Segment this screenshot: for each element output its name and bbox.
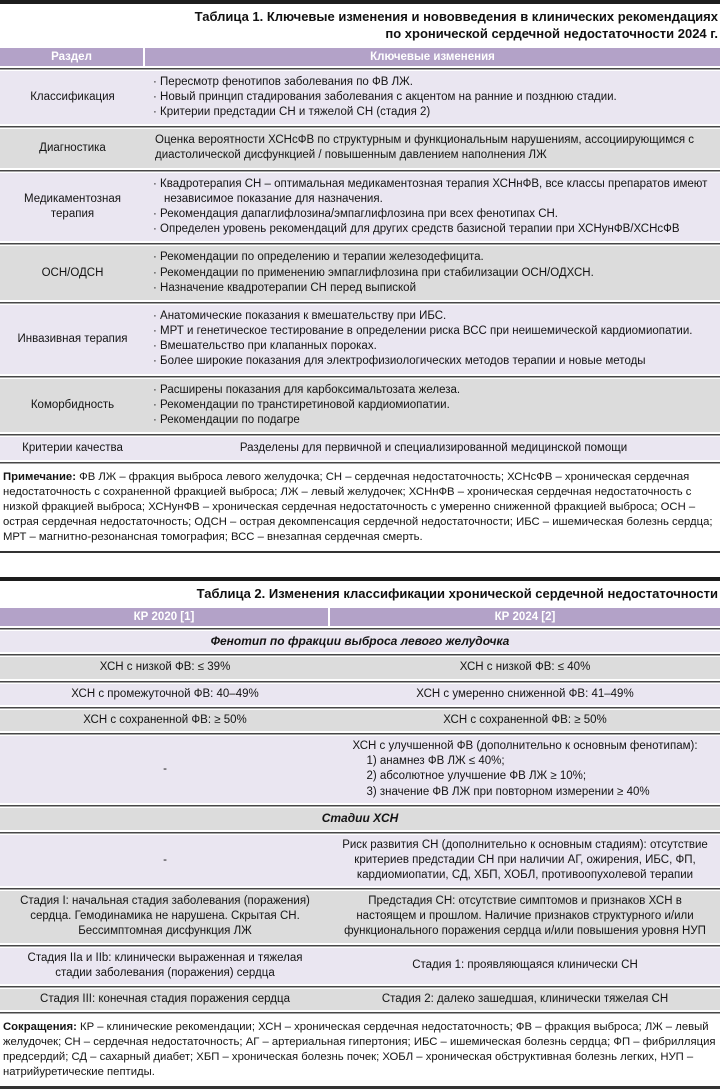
table1-title-line2: по хронической сердечной недостаточности 2024 г. (385, 25, 718, 41)
table2-subheader-stages (0, 808, 720, 830)
table1-title (0, 4, 720, 48)
table1-row-diagnostics (0, 129, 720, 167)
plain-text: Оценка вероятности ХСНсФВ по структурным и функциональным нарушениям, ассоциирующимся с диастолической дисфункцией / повышенным давлением наполнения ЛЖ (155, 134, 695, 162)
kr2020-cell: - (163, 853, 167, 866)
changes-cell (145, 129, 720, 167)
changes-cell (145, 305, 720, 374)
changes-cell (145, 246, 720, 300)
note-text: ФВ ЛЖ – фракция выброса левого желудочка; СН – сердечная недостаточность; ХСНсФВ – хроническая сердечная недостаточность с сохраненной фракцией выброса; ЛЖ – левый желудочек; ХСНнФВ – хроническая сердечная недостаточность с низкой фракцией выброса; ХСНунФВ – хроническая сердечная недостаточность с умеренно сниженной фракцией выброса; ОСН – острая сердечная недостаточность; ОДСН – острая декомпенсация сердечной недостаточности; ИБС – ишемическая болезнь сердца; МРТ – магнитно-резонансная томография; ВСС – внезапная сердечная смерть. (3, 471, 713, 543)
section-cell: Медикаментозная терапия (24, 192, 121, 220)
table2-row-improved-ef (0, 736, 720, 803)
improved-ef-item: 2) абсолютное улучшение ФВ ЛЖ ≥ 10%; (366, 770, 587, 783)
bullet-item: · Критерии предстадии СН и тяжелой СН (стадия 2) (153, 105, 712, 120)
bullet-item: · Вмешательство при клапанных пороках. (153, 339, 712, 354)
kr2020-cell: ХСН с сохраненной ФВ: ≥ 50% (83, 713, 247, 726)
improved-ef-title: ХСН с улучшенной ФВ (дополнительно к основным фенотипам): (352, 739, 698, 752)
section-cell: ОСН/ОДСН (41, 266, 104, 279)
bullet-item: · Рекомендации по подагре (153, 413, 712, 428)
table2-row-mid-ef (0, 684, 720, 705)
table2-row-low-ef (0, 657, 720, 678)
changes-cell (145, 71, 720, 125)
bullet-item: · Анатомические показания к вмешательству при ИБС. (153, 309, 712, 324)
bullet-item: · Определен уровень рекомендаций для других средств базисной терапии при ХСНунФВ/ХСНсФВ (153, 222, 712, 237)
improved-ef-item: 3) значение ФВ ЛЖ при повторном измерении ≥ 40% (366, 785, 650, 798)
abbr-text: КР – клинические рекомендации; ХСН – хроническая сердечная недостаточность; ФВ – фракция выброса; ЛЖ – левый желудочек; СН – сердечная недостаточность; АГ – артериальная гипертония; ИБС – ишемическая болезнь сердца; ФП – фибрилляция предсердий; СД – сахарный диабет; ХБП – хроническая болезнь почек; ХОБЛ – хроническая обструктивная болезнь легких, НУП – натрийуретические пептиды. (3, 1021, 716, 1078)
table2 (0, 577, 720, 1089)
kr2024-cell: ХСН с умеренно сниженной ФВ: 41–49% (416, 687, 634, 700)
table1-row-drug-therapy (0, 173, 720, 242)
bullet-item: · Рекомендации по транстиретиновой кардиомиопатии. (153, 398, 712, 413)
bullet-item: · Новый принцип стадирования заболевания с акцентом на ранние и позднюю стадии. (153, 90, 712, 105)
plain-text: Разделены для первичной и специализированной медицинской помощи (239, 442, 628, 455)
kr2024-cell: Предстадия СН: отсутствие симптомов и признаков ХСН в настоящем и прошлом. Наличие признаков структурного и/или функционального поражения сердца и/или повышения уровня НУП (344, 895, 706, 938)
table1-row-quality-criteria (0, 437, 720, 460)
improved-ef-item: 1) анамнез ФВ ЛЖ ≤ 40%; (366, 755, 505, 768)
kr2020-cell: ХСН с низкой ФВ: ≤ 39% (99, 661, 231, 674)
kr2020-cell: - (163, 762, 167, 775)
table2-subheader-phenotype (0, 631, 720, 653)
kr2024-cell: ХСН с сохраненной ФВ: ≥ 50% (443, 713, 607, 726)
subheader-text: Фенотип по фракции выброса левого желудочка (210, 633, 510, 648)
bullet-item: · Рекомендации по применению эмпаглифлозина при стабилизации ОСН/ОДХСН. (153, 266, 712, 281)
note-label: Примечание: (3, 471, 76, 484)
changes-cell (145, 173, 720, 242)
table1-row-comorbidity (0, 379, 720, 433)
kr2020-cell: Стадия III: конечная стадия поражения сердца (40, 992, 290, 1005)
table2-row-stage2ab (0, 948, 720, 984)
bullet-item: · Более широкие показания для электрофизиологических методов терапии и новые методы (153, 354, 712, 369)
bullet-item: · Квадротерапия СН – оптимальная медикаментозная терапия ХСНнФВ, все классы препаратов имеют независимое показание для назначения. (153, 177, 712, 207)
table1-row-ahf (0, 246, 720, 300)
section-cell: Классификация (30, 90, 115, 103)
table1-header-changes: Ключевые изменения (370, 50, 495, 63)
table1-header-section: Раздел (0, 48, 145, 66)
table1-title-line1: Таблица 1. Ключевые изменения и нововведения в клинических рекомендациях (194, 9, 718, 24)
table2-row-risk (0, 835, 720, 887)
kr2024-cell: Стадия 2: далеко зашедшая, клинически тяжелая СН (381, 992, 669, 1005)
table2-row-preserved-ef (0, 710, 720, 731)
table2-header-row (0, 608, 720, 626)
section-cell: Коморбидность (30, 398, 115, 411)
kr2024-cell (330, 736, 720, 803)
table1-row-invasive-therapy (0, 305, 720, 374)
section-cell: Диагностика (39, 141, 106, 154)
kr2020-cell: Стадия I: начальная стадия заболевания (поражения) сердца. Гемодинамика не нарушена. Скрытая СН. Бессимптомная дисфункция ЛЖ (20, 895, 310, 938)
abbr-label: Сокращения: (3, 1021, 77, 1034)
bullet-item: · Назначение квадротерапии СН перед выпиской (153, 281, 712, 296)
subheader-text: Стадии ХСН (321, 810, 399, 825)
improved-ef-block (352, 739, 697, 800)
tables-gap (0, 553, 720, 577)
table2-header-kr2020: КР 2020 [1] (0, 608, 330, 626)
changes-cell (145, 437, 720, 460)
kr2024-cell: Стадия 1: проявляющаяся клинически СН (412, 959, 638, 972)
section-cell: Инвазивная терапия (17, 332, 128, 345)
table2-header-kr2024: КР 2024 [2] (494, 610, 556, 623)
table2-row-stage3 (0, 989, 720, 1010)
table1-header-row (0, 48, 720, 66)
kr2024-cell: ХСН с низкой ФВ: ≤ 40% (459, 661, 591, 674)
table2-abbreviations (0, 1015, 720, 1089)
table1-note (0, 465, 720, 553)
changes-cell (145, 379, 720, 433)
table2-title (0, 581, 720, 608)
bullet-item: · Расширены показания для карбоксимальтозата железа. (153, 383, 712, 398)
bullet-item: · Пересмотр фенотипов заболевания по ФВ ЛЖ. (153, 75, 712, 90)
table1-row-classification (0, 71, 720, 125)
bullet-item: · МРТ и генетическое тестирование в определении риска ВСС при неишемической кардиомиопатии. (153, 324, 712, 339)
table2-title-line: Таблица 2. Изменения классификации хронической сердечной недостаточности (196, 585, 718, 601)
kr2020-cell: ХСН с промежуточной ФВ: 40–49% (71, 687, 259, 700)
bullet-item: · Рекомендация дапаглифлозина/эмпаглифлозина при всех фенотипах СН. (153, 207, 712, 222)
section-cell: Критерии качества (22, 442, 123, 455)
kr2024-cell: Риск развития СН (дополнительно к основным стадиям): отсутствие критериев предстадии СН при наличии АГ, ожирения, ИБС, ФП, кардиомиопатии, СД, ХБП, ХОБЛ, противоопухолевой терапии (342, 838, 708, 881)
table2-row-stage1-pre (0, 891, 720, 943)
bullet-item: · Рекомендации по определению и терапии железодефицита. (153, 250, 712, 265)
kr2020-cell: Стадия IIa и IIb: клинически выраженная и тяжелая стадии заболевания (поражения) сердца (27, 951, 303, 979)
